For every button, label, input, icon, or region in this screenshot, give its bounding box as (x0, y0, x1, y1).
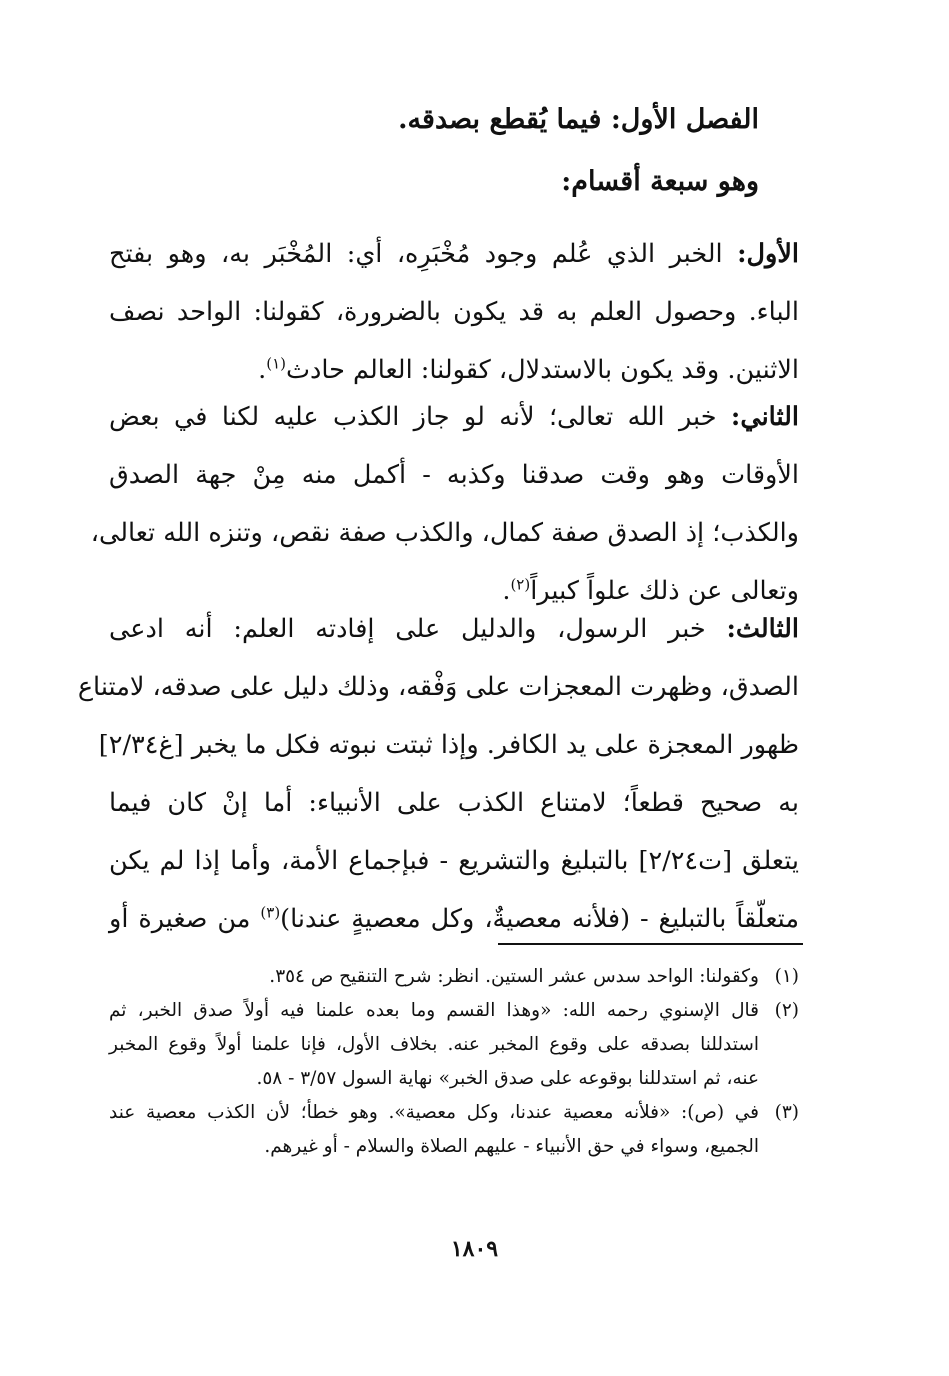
footnote-item (109, 1096, 799, 1164)
paragraph-line (109, 600, 799, 658)
section-term: الثالث: (726, 614, 799, 644)
footnotes (109, 960, 799, 1164)
footnote-text: قال الإسنوي رحمه الله: «وهذا القسم وما بعده علمنا فيه أولاً صدق الخبر، ثم (109, 1000, 759, 1021)
paragraph-line: والكذب؛ إذ الصدق صفة كمال، والكذب صفة نقص، وتنزه الله تعالى، (90, 518, 799, 548)
paragraph-line: ظهور المعجزة على يد الكافر. وإذا ثبتت نبوته فكل ما يخبر [غ٢/٣٤] (98, 730, 799, 760)
footnote-ref[interactable]: (١) (266, 354, 286, 373)
paragraph-line: الأوقات وهو وقت صدقنا وكذبه - أكمل منه مِنْ جهة الصدق (109, 460, 799, 490)
footnote-line: استدللنا بصدقه على وقوع المخبر عنه. بخلاف الأول، فإنا علمنا أولاً وقوع المخبر (109, 1034, 759, 1055)
paragraph-text: الاثنين. وقد يكون بالاستدلال، كقولنا: العالم حادث (286, 355, 799, 385)
paragraph-second (90, 388, 799, 620)
paragraph-tail: . (258, 355, 267, 385)
section-term: الأول: (737, 239, 799, 269)
footnote-line (109, 994, 799, 1028)
paragraph-line (109, 225, 799, 283)
paragraph-third (77, 600, 800, 948)
footnote-line (109, 1096, 799, 1130)
paragraph-line: الباء. وحصول العلم به قد يكون بالضرورة، كقولنا: الواحد نصف (109, 297, 799, 327)
footnote-item (109, 960, 799, 994)
paragraph-tail: . (502, 576, 511, 606)
paragraph-line: يتعلق [ت٢/٢٤] بالتبليغ والتشريع - فبإجماع الأمة، وأما إذا لم يكن (109, 846, 799, 876)
footnote-text: في (ص): «فلأنه معصية عندنا، وكل معصية». وهو خطأ؛ لأن الكذب معصية عند (109, 1102, 759, 1123)
footnote-line: الجميع، وسواء في حق الأنبياء - عليهم الصلاة والسلام - أو غيرهم. (264, 1136, 759, 1157)
paragraph-line: به صحيح قطعاً؛ لامتناع الكذب على الأنبياء: أما إنْ كان فيما (109, 788, 799, 818)
footnote-text: وكقولنا: الواحد سدس عشر الستين. انظر: شرح التنقيح ص ٣٥٤. (269, 966, 759, 987)
footnote-item (109, 994, 799, 1096)
footnote-line (109, 960, 799, 994)
footnote-number: (١) (774, 966, 799, 987)
footnote-ref[interactable]: (٣) (260, 903, 281, 922)
paragraph-text: خبر الله تعالى؛ لأنه لو جاز الكذب عليه لكنا في بعض (109, 402, 731, 432)
paragraph-text: الخبر الذي عُلم وجود مُخْبَرِه، أي: المُخْبَر به، وهو بفتح (109, 239, 738, 269)
section-term: الثاني: (730, 402, 799, 432)
footnote-number: (٢) (774, 1000, 799, 1021)
paragraph-line (109, 890, 799, 948)
chapter-title: الفصل الأول: فيما يُقطع بصدقه. (398, 104, 759, 135)
footnote-line: عنه، ثم استدللنا بوقوعه على صدق الخبر» نهاية السول ٣/٥٧ - ٥٨. (256, 1068, 759, 1089)
paragraph-text: متعلّقاً بالتبليغ - (فلأنه معصيةٌ، وكل معصيةٍ عندنا) (280, 904, 800, 934)
footnote-divider (498, 943, 803, 945)
paragraph-line: الصدق، وظهرت المعجزات على وَفْقه، وذلك دليل على صدقه، لامتناع (77, 672, 799, 702)
section-intro: وهو سبعة أقسام: (561, 166, 759, 197)
footnote-number: (٣) (774, 1102, 799, 1123)
page-number: ١٨٠٩ (450, 1236, 499, 1262)
paragraph-first (109, 225, 799, 399)
paragraph-line (109, 388, 799, 446)
paragraph-tail: من صغيرة أو (109, 904, 261, 934)
footnote-ref[interactable]: (٢) (510, 575, 531, 594)
paragraph-text: وتعالى عن ذلك علواً كبيراً (530, 576, 799, 606)
paragraph-text: خبر الرسول، والدليل على إفادته العلم: أنه ادعى (109, 614, 727, 644)
